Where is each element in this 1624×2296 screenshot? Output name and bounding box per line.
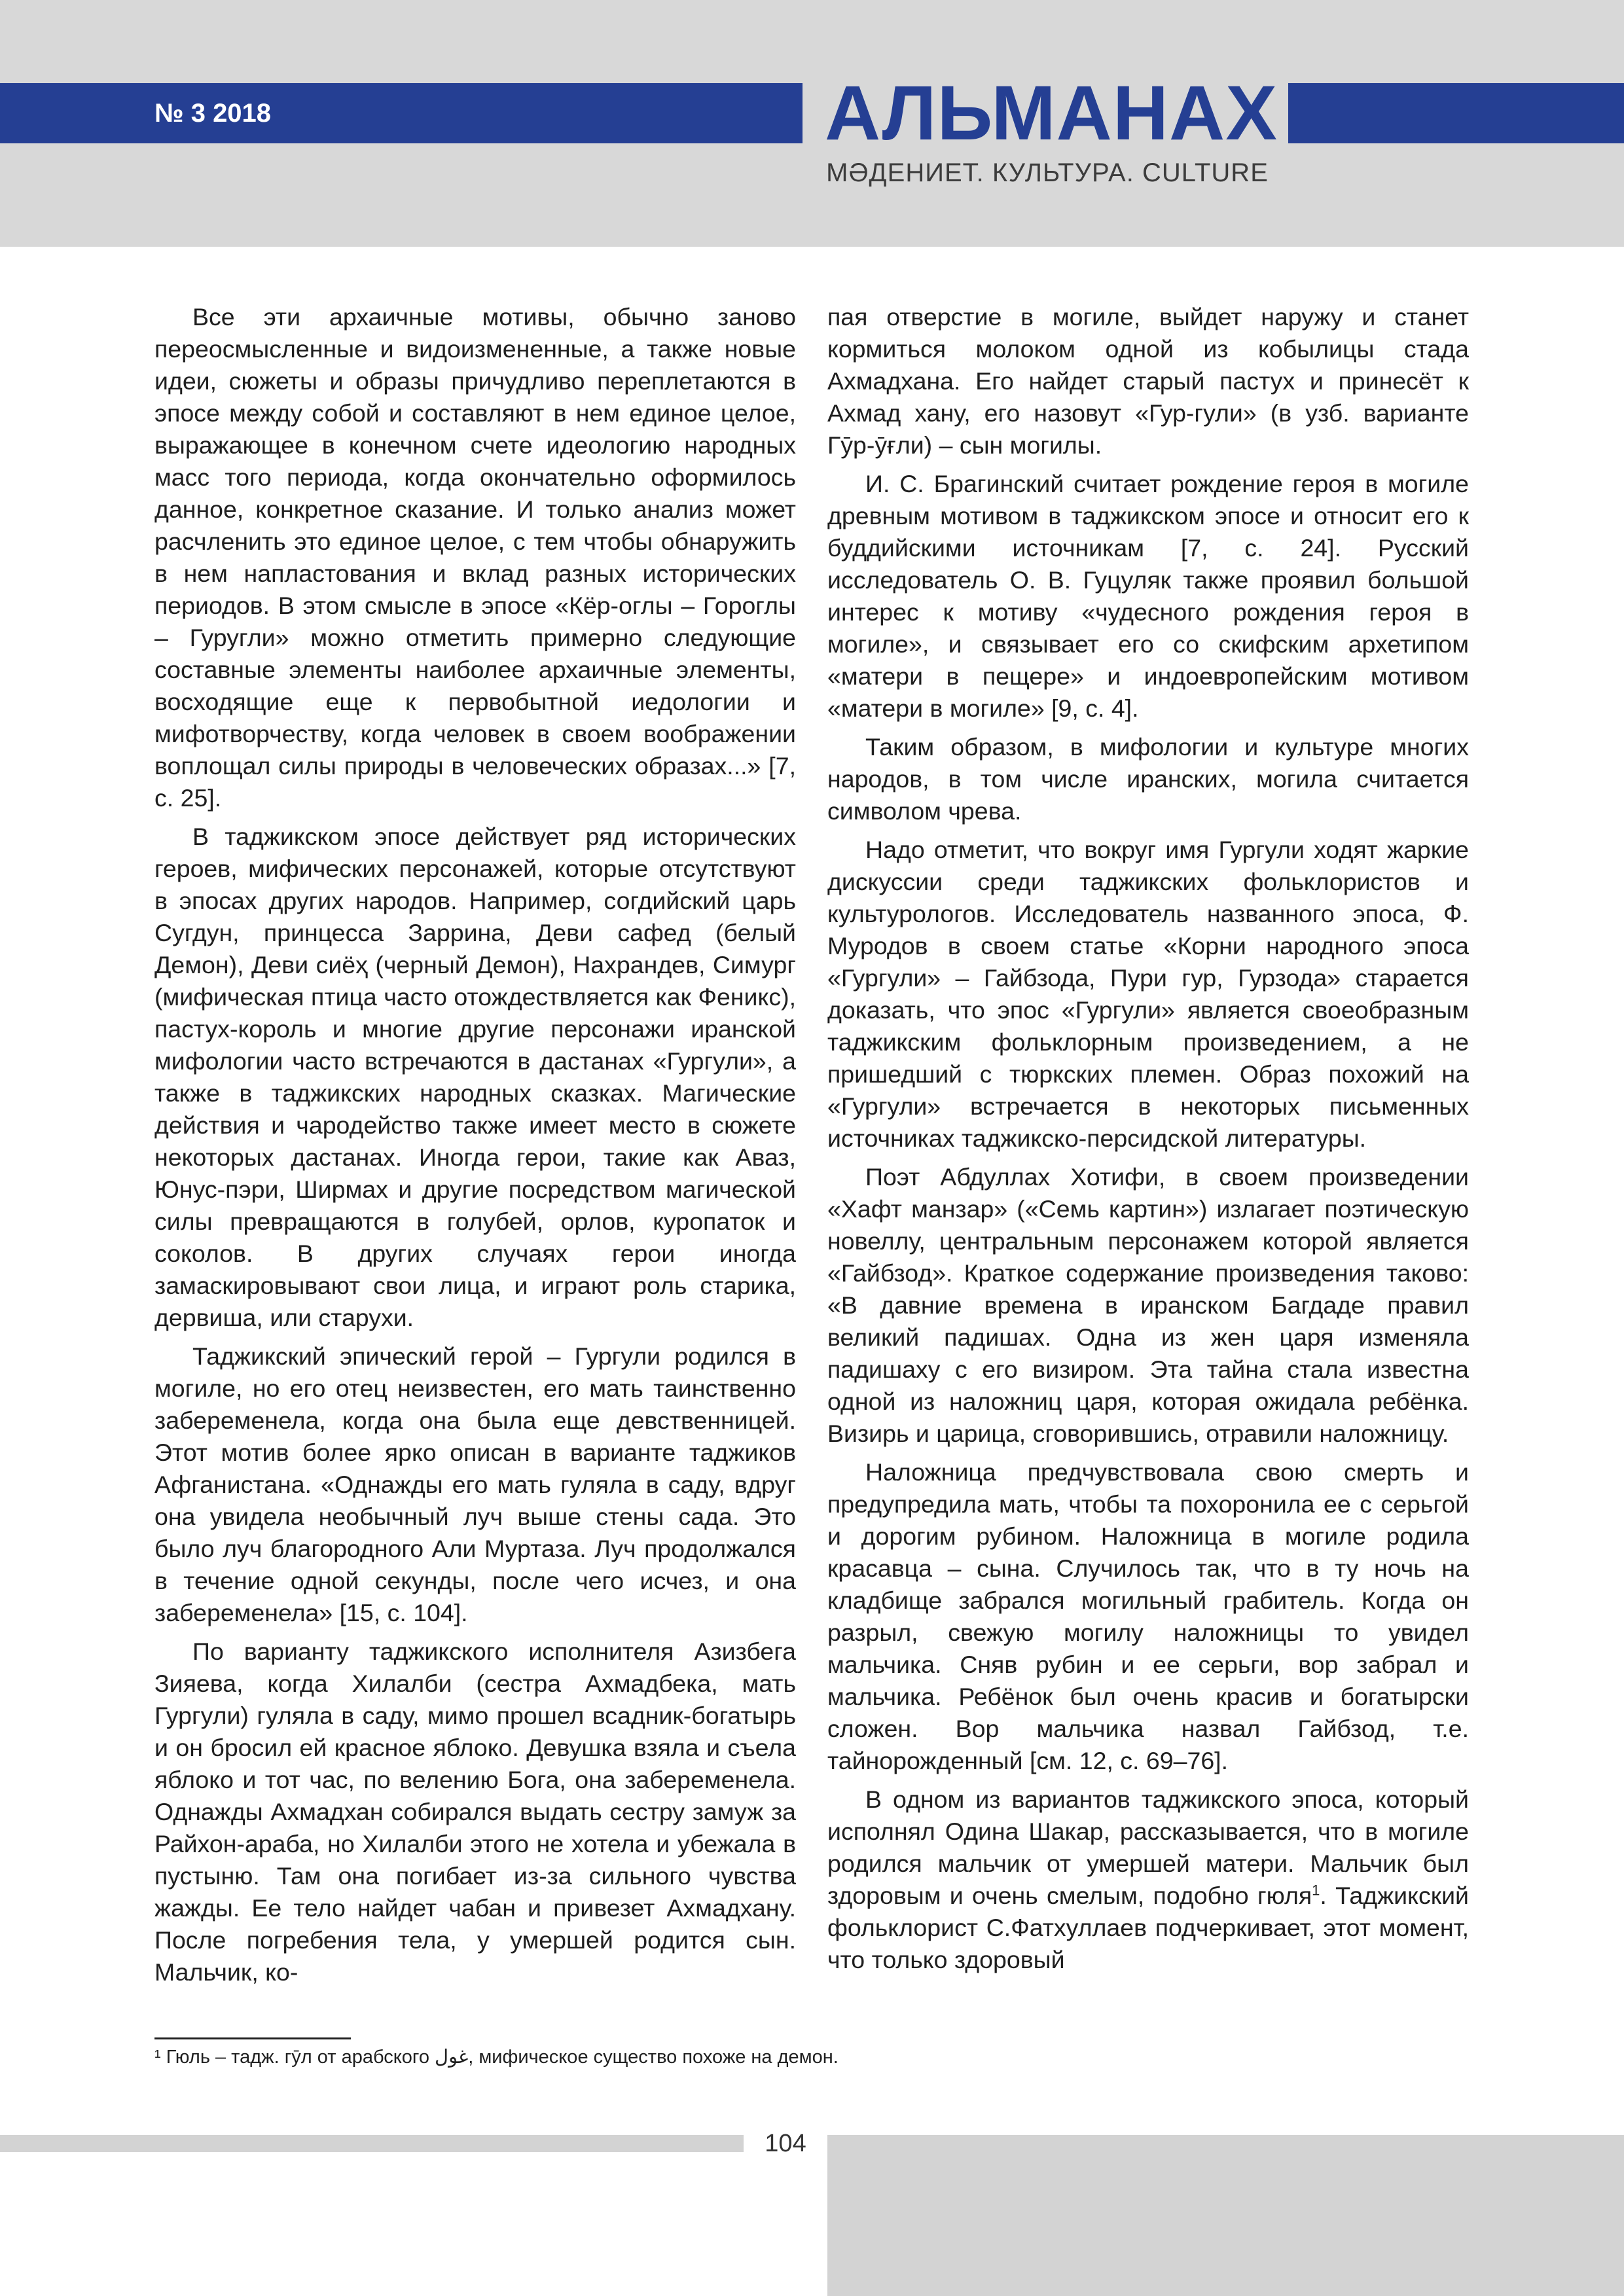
paragraph: Таджикский эпический герой – Гургули родился в могиле, но его отец неизвестен, его мать таинственно забеременела, когда она была еще девственницей. Этот мотив более ярко описан в варианте таджиков Афганистана. «Однажды его мать гуляла в саду, вдруг она увидела необычный луч выше стены сада. Это было луч благородного Али Муртаза. Луч продолжался в течение одной секунды, после чего исчез, и она забеременела» [15, с. 104]. xyxy=(154,1342,796,1626)
paragraph-continued: пая отверстие в могиле, выйдет наружу и станет кормиться молоком одной из кобылицы стада Ахмадхана. Его найдет старый пастух и принесёт к Ахмад хану, его назовут «Гур-гули» (в узб. варианте Гӯр-ӯғли) – сын могилы. xyxy=(827,303,1469,459)
paragraph: Надо отметит, что вокруг имя Гургули ходят жаркие дискуссии среди таджикских фольклористов и культурологов. Исследователь названного эпоса, Ф. Муродов в своем статье «Корни народного эпоса «Гургули» – Гайбзода, Пури гур, Гурзода» старается доказать, что эпос «Гургули» является своеобразным таджикским фольклорным произведением, а не пришедший с тюркских племен. Образ похожий на «Гургули» встречается в некоторых письменных источниках таджикско-персидской литературы. xyxy=(827,836,1469,1152)
left-text-column xyxy=(154,301,796,1995)
paragraph: Наложница предчувствовала свою смерть и предупредила мать, чтобы та похоронила ее с серьгой и дорогим рубином. Наложница в могиле родила красавца – сына. Случилось так, что в ту ночь на кладбище забрался могильный грабитель. Когда он разрыл, свежую могилу наложницы то увидел мальчика. Сняв рубин и ее серьги, вор забрал и мальчика. Ребёнок был очень красив и богатырски сложен. Вор мальчика назвал Гайбзод, т.е. тайнорожденный [см. 12, с. 69–76]. xyxy=(827,1458,1469,1774)
page-number: 104 xyxy=(765,2130,806,2157)
footnote-divider xyxy=(154,2037,351,2039)
paragraph: Все эти архаичные мотивы, обычно заново переосмысленные и видоизмененные, а также новые идеи, сюжеты и образы причудливо переплетаются в эпосе между собой и составляют в нем единое целое, выражающее в конечном счете идеологию народных масс того периода, когда окончательно оформилось данное, конкретное сказание. И только анализ может расчленить это единое целое, с тем чтобы обнаружить в нем напластования и вклад разных исторических периодов. В этом смысле в эпосе «Кёр-оглы – Гороглы – Гуругли» можно отметить примерно следующие составные элементы наиболее архаичные элементы, восходящие еще к первобытной иедологии и мифотворчеству, когда человек в своем воображении воплощал силы природы в человеческих образах...» [7, с. 25]. xyxy=(154,303,796,812)
header-band xyxy=(0,0,1624,247)
paragraph: По варианту таджикского исполнителя Азизбега Зияева, когда Хилалби (сестра Ахмадбека, мать Гургули) гуляла в саду, мимо прошел всадник-богатырь и он бросил ей красное яблоко. Девушка взяла и съела яблоко и тот час, по велению Бога, она забеременела. Однажды Ахмадхан собирался выдать сестру замуж за Райхон-араба, но Хилалби этого не хотела и убежала в пустыню. Там она погибает из-за сильного чувства жажды. Ее тело найдет чабан и привезет Ахмадхану. После погребения тела, у умершей родится сын. Мальчик, ко- xyxy=(154,1638,796,1986)
paragraph-text: В одном из вариантов таджикского эпоса, который исполнял Одина Шакар, рассказывается, что в могиле родился мальчик от умершей матери. Мальчик был здоровым и очень смелым, подобно гюля xyxy=(827,1785,1469,1909)
journal-subtitle: МӘДЕНИЕТ. КУЛЬТУРА. CULTURE xyxy=(826,158,1269,187)
paragraph: Таким образом, в мифологии и культуре многих народов, в том числе иранских, могила считается символом чрева. xyxy=(827,733,1469,825)
paragraph: В таджикском эпосе действует ряд исторических героев, мифических персонажей, которые отсутствуют в эпосах других народов. Например, согдийский царь Сугдун, принцесса Заррина, Деви сафед (белый Демон), Деви сиёҳ (черный Демон), Нахрандев, Симург (мифическая птица часто отождествляется как Феникс), пастух-король и многие другие персонажи иранской мифологии часто встречаются в дастанах «Гургули», а также в таджикских народных сказках. Магические действия и чародейство также имеет место в сюжете некоторых дастанах. Иногда герои, такие как Аваз, Юнус-пэри, Ширмах и другие посредством магической силы превращаются в голубей, орлов, куропаток и соколов. В других случаях герои иногда замаскировывают свои лица, и играют роль старика, дервиша, или старухи. xyxy=(154,823,796,1331)
journal-title: АЛЬМАНАХ xyxy=(825,70,1278,156)
footnote: ¹ Гюль – тадж. гӯл от арабского غول, мифическое существо похоже на демон. xyxy=(154,2047,839,2068)
footnote-marker: 1 xyxy=(1312,1882,1320,1899)
right-text-column xyxy=(827,301,1469,1982)
paragraph-text: . Таджикский фольклорист С.Фатхуллаев подчеркивает, этот момент, что только здоровый xyxy=(827,1882,1469,1973)
paragraph-with-footnote xyxy=(827,1784,1469,1976)
header-blue-band-left xyxy=(0,83,803,143)
paragraph: И. С. Брагинский считает рождение героя в могиле древным мотивом в таджикском эпосе и относит его к буддийскими источникам [7, с. 24]. Русский исследователь О. В. Гуцуляк также проявил большой интерес к мотиву «чудесного рождения героя в могиле», и связывает его со скифским архетипом «матери в пещере» и индоевропейским мотивом «матери в могиле» [9, с. 4]. xyxy=(827,470,1469,722)
header-blue-band-right xyxy=(1288,83,1624,143)
footer-bar-left xyxy=(0,2135,744,2152)
footer-block-right xyxy=(827,2135,1624,2296)
paragraph: Поэт Абдуллах Хотифи, в своем произведении «Хафт манзар» («Семь картин») излагает поэтическую новеллу, центральным персонажем которой является «Гайбзод». Краткое содержание произведения таково: «В давние времена в иранском Багдаде правил великий падишах. Одна из жен царя изменяла падишаху с его визиром. Эта тайна стала известна одной из наложниц царя, которая ожидала ребёнка. Визирь и царица, сговорившись, отравили наложницу. xyxy=(827,1163,1469,1447)
issue-number: № 3 2018 xyxy=(154,99,272,128)
